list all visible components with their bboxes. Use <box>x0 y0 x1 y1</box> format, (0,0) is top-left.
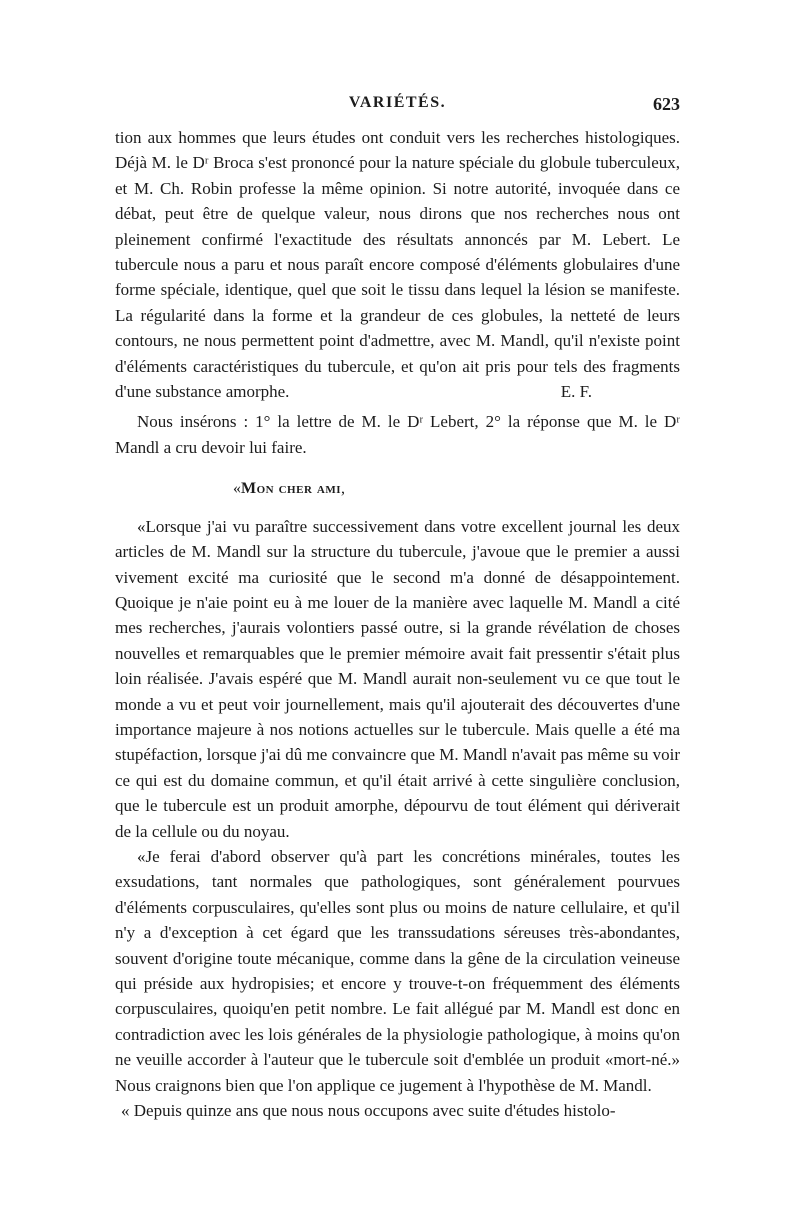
paragraph-letter-2: «Je ferai d'abord observer qu'à part les concrétions minérales, toutes les exsudations, tant normales que pathologiques, sont généralement pourvues d'éléments corpusculaires, qu'elles sont plus ou moins de nature cellulaire, et qu'il n'y a d'exception à cet égard que les transsudations séreuses très-abondantes, souvent d'origine toute mécanique, comme dans la gêne de la circulation veineuse qui préside aux hydropisies; et encore y trouve-t-on fréquemment des éléments corpusculaires, quoiqu'en petit nombre. Le fait allégué par M. Mandl est donc en contradiction avec les lois générales de la physiologie pathologique, à moins qu'on ne veuille accorder à l'auteur que le tubercule soit d'emblée un produit «mort-né.» Nous craignons bien que l'on applique ce jugement à l'hypothèse de M. Mandl. <box>115 846 680 1095</box>
paragraph-letter-3: « Depuis quinze ans que nous nous occupons avec suite d'études histolo- <box>121 1101 616 1121</box>
salutation-comma: , <box>341 480 345 498</box>
paragraph-introduction: Nous insérons : 1° la lettre de M. le Dʳ Lebert, 2° la réponse que M. le Dʳ Mandl a cru devoir lui faire. <box>115 412 680 457</box>
page-number: 623 <box>653 94 680 114</box>
editor-signature: E. F. <box>560 382 592 402</box>
page-header <box>115 94 680 118</box>
paragraph-editorial-note <box>115 125 680 404</box>
paragraph-text: tion aux hommes que leurs études ont conduit vers les recherches histologiques. Déjà M. le Dʳ Broca s'est prononcé pour la nature spéciale du globule tuberculeux, et M. Ch. Robin professe la même opinion. Si notre autorité, invoquée dans ce débat, peut être de quelque valeur, nous dirons que nos recherches nous ont pleinement confirmé l'exactitude des résultats annoncés par M. Lebert. Le tubercule nous a paru et nous paraît encore composé d'éléments globulaires d'une forme spéciale, identique, quel que soit le tissu dans lequel la lésion se manifeste. La régularité dans la forme et la grandeur de ces globules, la netteté de leurs contours, ne nous permettent point d'admettre, avec M. Mandl, qu'il n'existe point d'éléments caractéristiques du tubercule, et qu'on ait pris pour tels des fragments d'une substance amorphe. <box>115 128 680 402</box>
salutation-open-quote: « <box>233 480 241 498</box>
letter-salutation <box>233 476 680 501</box>
paragraph-letter-1: «Lorsque j'ai vu paraître successivement dans votre excellent journal les deux articles de M. Mandl sur la structure du tubercule, j'avoue que le premier a aussi vivement excité ma curiosité que le second m'a donné de désappointement. Quoique je n'aie point eu à me louer de la manière avec laquelle M. Mandl a cité mes recherches, j'aurais volontiers passé outre, si la grande révélation de choses nouvelles et remarquables que le premier mémoire avait fait pressentir s'était plus loin réalisée. J'avais espéré que M. Mandl aurait non-seulement vu ce que tout le monde a vu et peut voir journellement, mais qu'il ajouterait des découvertes d'une importance majeure à nos notions actuelles sur le tubercule. Mais quelle a été ma stupéfaction, lorsque j'ai dû me convaincre que M. Mandl n'avait pas même su voir ce qui est du domaine commun, et qu'il était arrivé à cette singulière conclusion, que le tubercule est un produit amorphe, dépourvu de tout élément qui dériverait de la cellule ou du noyau. <box>115 516 680 841</box>
body-text <box>115 125 680 1123</box>
salutation-text: Mon cher ami <box>241 480 341 498</box>
running-title: VARIÉTÉS. <box>348 94 447 111</box>
